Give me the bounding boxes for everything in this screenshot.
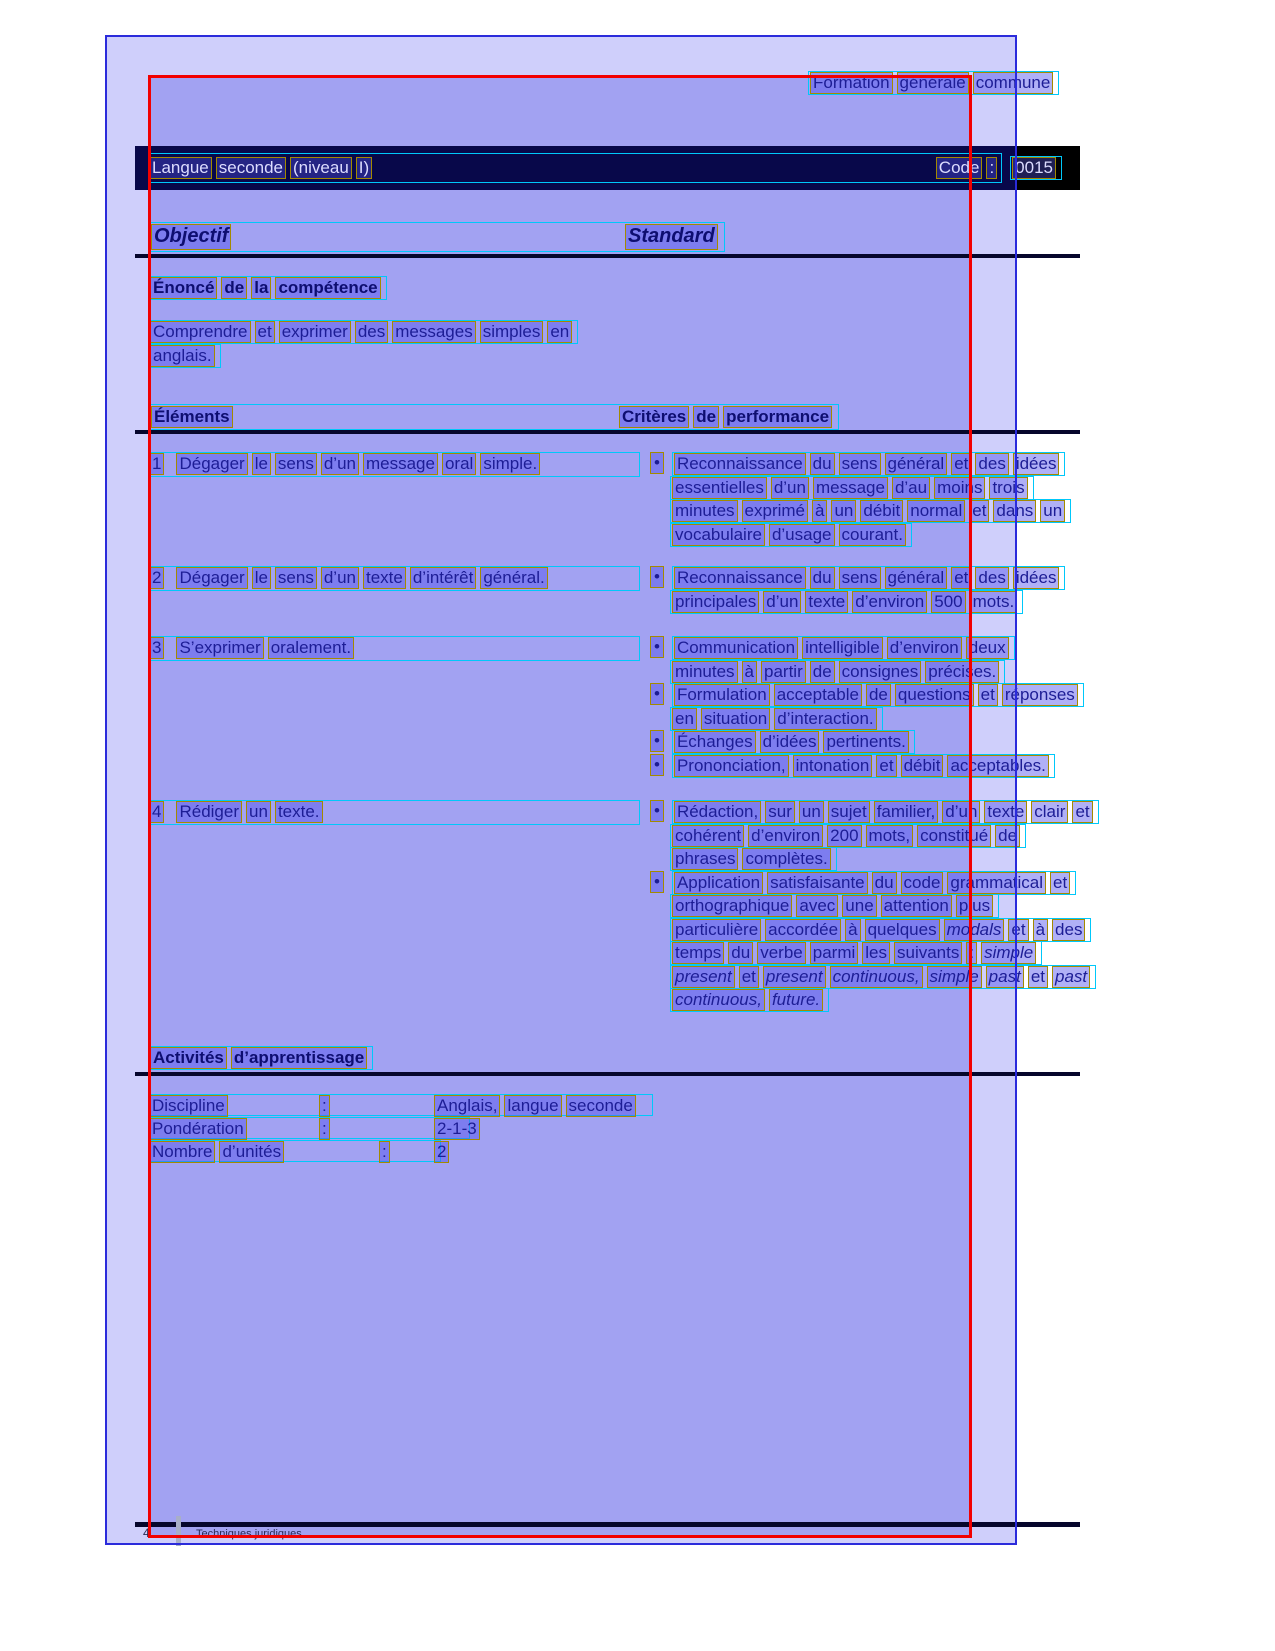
info-colon: : — [319, 1095, 330, 1117]
word-box: Nombre — [149, 1141, 215, 1163]
word-box: langue — [504, 1095, 561, 1117]
word-box: mots. — [970, 591, 1018, 613]
word-box: : — [986, 157, 997, 179]
word-box: de — [810, 661, 835, 683]
word-box: à — [742, 661, 757, 683]
word-box: continuous, — [672, 989, 765, 1011]
word-box: général — [885, 567, 948, 589]
word-box: Pondération — [149, 1118, 247, 1140]
word-box: Échanges — [674, 731, 756, 753]
word-box: Critères — [619, 406, 689, 428]
word-box: la — [251, 277, 271, 299]
word-box: idées — [1013, 567, 1060, 589]
word-box: past — [1052, 966, 1090, 988]
word-box: acceptables. — [947, 755, 1048, 777]
word-box: à — [845, 919, 860, 941]
word-box: et — [978, 684, 998, 706]
word-box: future. — [769, 989, 823, 1011]
word-box: acceptable — [774, 684, 862, 706]
word-box: général. — [480, 567, 547, 589]
word-box: oral — [442, 453, 476, 475]
word-box: sens — [839, 567, 881, 589]
word-box: simples — [480, 321, 544, 343]
word-box: orthographique — [672, 895, 792, 917]
word-box: d’intérêt — [410, 567, 476, 589]
word-box: le — [252, 453, 271, 475]
word-box: à — [1033, 919, 1048, 941]
word-box: 500 — [931, 591, 965, 613]
word-box: familier, — [874, 801, 939, 823]
word-box: et — [951, 453, 971, 475]
word-box: Discipline — [149, 1095, 228, 1117]
word-box: messages — [392, 321, 475, 343]
word-box: performance — [723, 406, 832, 428]
word-box: deux — [966, 637, 1009, 659]
word-box: cohérent — [672, 825, 744, 847]
word-box: avec — [796, 895, 838, 917]
word-box: texte — [805, 591, 848, 613]
word-box: débit — [860, 500, 903, 522]
word-box: Dégager — [176, 567, 247, 589]
word-box: normal — [907, 500, 965, 522]
word-box: modals — [944, 919, 1005, 941]
word-box: des — [355, 321, 388, 343]
word-box: simple — [927, 966, 982, 988]
word-box: Activités — [150, 1047, 227, 1069]
word-box: des — [975, 453, 1008, 475]
word-box: Formulation — [674, 684, 770, 706]
word-box: d’un — [771, 477, 809, 499]
word-box: Énoncé — [150, 277, 217, 299]
word-box: d’un — [321, 567, 359, 589]
word-box: et — [1050, 872, 1070, 894]
word-box: et — [969, 500, 989, 522]
word-box: sens — [275, 453, 317, 475]
word-box: le — [252, 567, 271, 589]
word-box: du — [810, 453, 835, 475]
word-box: sur — [765, 801, 795, 823]
word-box: Communication — [674, 637, 798, 659]
element-number: 2 — [149, 567, 164, 589]
word-box: et — [951, 567, 971, 589]
word-box: du — [872, 872, 897, 894]
word-box: et — [255, 321, 275, 343]
word-box: trois — [989, 477, 1027, 499]
word-box: phrases — [672, 848, 738, 870]
word-box: et — [739, 966, 759, 988]
word-box: verbe — [757, 942, 806, 964]
word-box: anglais. — [150, 345, 215, 367]
word-box: Standard — [625, 224, 718, 250]
word-box: sujet — [828, 801, 870, 823]
word-box: d’usage — [769, 524, 835, 546]
bullet-icon: • — [650, 683, 664, 705]
word-box: de — [995, 825, 1020, 847]
word-box: générale — [897, 72, 969, 94]
word-box: à — [812, 500, 827, 522]
word-box: present — [672, 966, 735, 988]
word-box: intelligible — [802, 637, 883, 659]
word-box: courant. — [839, 524, 906, 546]
word-box: essentielles — [672, 477, 767, 499]
word-box: present — [763, 966, 826, 988]
word-box: de — [693, 406, 719, 428]
word-box: past — [986, 966, 1024, 988]
word-box: d’un — [942, 801, 980, 823]
word-box: oralement. — [268, 637, 354, 659]
word-box: d’un — [763, 591, 801, 613]
word-box: attention — [881, 895, 952, 917]
word-box: questions — [895, 684, 974, 706]
element-number: 3 — [149, 637, 164, 659]
word-box: S’exprimer — [176, 637, 263, 659]
word-box: d’apprentissage — [231, 1047, 367, 1069]
word-box: Rédiger — [176, 801, 242, 823]
word-box: de — [866, 684, 891, 706]
word-box: message — [363, 453, 438, 475]
word-box: Formation — [810, 72, 893, 94]
element-number: 4 — [149, 801, 164, 823]
word-box: d’interaction. — [774, 708, 876, 730]
word-box: minutes — [672, 500, 738, 522]
word-box: texte — [363, 567, 406, 589]
word-box: un — [831, 500, 856, 522]
word-box: Reconnaissance — [674, 453, 806, 475]
word-box: Anglais, — [434, 1095, 500, 1117]
word-box: d’environ — [887, 637, 962, 659]
word-box: Dégager — [176, 453, 247, 475]
word-box: dans — [993, 500, 1036, 522]
bullet-icon: • — [650, 871, 664, 893]
word-box: d’idées — [760, 731, 820, 753]
word-box: sens — [275, 567, 317, 589]
word-box: et — [1008, 919, 1028, 941]
word-box: un — [246, 801, 271, 823]
word-box: un — [799, 801, 824, 823]
word-box: en — [547, 321, 572, 343]
word-box: exprimer — [279, 321, 351, 343]
word-box: minutes — [672, 661, 738, 683]
word-box: intonation — [793, 755, 873, 777]
word-box: texte. — [275, 801, 323, 823]
bullet-icon: • — [650, 730, 664, 752]
word-box: texte — [984, 801, 1027, 823]
word-box: Prononciation, — [674, 755, 789, 777]
word-box: Éléments — [151, 406, 233, 428]
bullet-icon: • — [650, 452, 664, 474]
word-box: 200 — [827, 825, 861, 847]
word-box: temps — [672, 942, 724, 964]
word-box: des — [975, 567, 1008, 589]
word-box: principales — [672, 591, 759, 613]
word-box: et — [1028, 966, 1048, 988]
word-box: situation — [701, 708, 770, 730]
word-box: simple — [981, 942, 1036, 964]
word-box: Comprendre — [150, 321, 251, 343]
word-box: commune — [973, 72, 1054, 94]
footer-program-name: Techniques juridiques — [196, 1528, 302, 1540]
bullet-icon: • — [650, 754, 664, 776]
word-box: compétence — [275, 277, 380, 299]
element-number: 1 — [149, 453, 164, 475]
word-box: en — [672, 708, 697, 730]
word-box: partir — [761, 661, 806, 683]
word-box: seconde — [216, 157, 286, 179]
word-box: débit — [901, 755, 944, 777]
word-box: message — [813, 477, 888, 499]
word-box: Application — [674, 872, 763, 894]
word-box: Reconnaissance — [674, 567, 806, 589]
word-box: réponses — [1002, 684, 1078, 706]
word-box: vocabulaire — [672, 524, 765, 546]
word-box: parmi — [810, 942, 859, 964]
word-box: plus — [956, 895, 993, 917]
word-box: (niveau — [290, 157, 352, 179]
info-colon: : — [319, 1118, 330, 1140]
word-box: pertinents. — [823, 731, 908, 753]
bullet-icon: • — [650, 636, 664, 658]
word-box: d’environ — [748, 825, 823, 847]
word-box: et — [876, 755, 896, 777]
word-box: les — [862, 942, 890, 964]
word-box: général — [885, 453, 948, 475]
word-box: constitué — [917, 825, 991, 847]
word-box: seconde — [566, 1095, 636, 1117]
word-box: d’unités — [219, 1141, 284, 1163]
word-box: d’environ — [852, 591, 927, 613]
word-box: simple. — [480, 453, 540, 475]
word-box: continuous, — [830, 966, 923, 988]
word-box: Langue — [149, 157, 212, 179]
word-box: : — [966, 942, 977, 964]
word-box: accordée — [765, 919, 841, 941]
word-box: sens — [839, 453, 881, 475]
page-number: 4 — [143, 1526, 150, 1540]
word-box: complètes. — [742, 848, 830, 870]
word-box: et — [1072, 801, 1092, 823]
course-code-value — [1010, 156, 1062, 180]
word-box: Rédaction, — [674, 801, 761, 823]
word-box: exprimé — [742, 500, 808, 522]
word-box: I) — [356, 157, 372, 179]
word-box: de — [221, 277, 247, 299]
info-colon: : — [379, 1141, 390, 1163]
word-box: Code — [936, 157, 983, 179]
bullet-icon: • — [650, 800, 664, 822]
word-box: quelques — [865, 919, 940, 941]
word-box: consignes — [839, 661, 922, 683]
annotation-rect-red[interactable] — [148, 75, 972, 1538]
word-box: grammatical — [947, 872, 1046, 894]
bullet-icon: • — [650, 566, 664, 588]
word-box: mots, — [866, 825, 914, 847]
word-box: 2-1-3 — [434, 1118, 480, 1140]
word-box: 0015 — [1012, 157, 1056, 179]
word-box: moins — [934, 477, 985, 499]
word-box: code — [901, 872, 944, 894]
word-box: un — [1040, 500, 1065, 522]
word-box: idées — [1013, 453, 1060, 475]
word-box: précises. — [925, 661, 999, 683]
word-box: 2 — [434, 1141, 449, 1163]
word-box: du — [810, 567, 835, 589]
word-box: particulière — [672, 919, 761, 941]
word-box: d’un — [321, 453, 359, 475]
word-box: Objectif — [151, 224, 231, 250]
word-box: clair — [1031, 801, 1068, 823]
word-box: des — [1052, 919, 1085, 941]
word-box: une — [842, 895, 876, 917]
word-box: du — [728, 942, 753, 964]
word-box: satisfaisante — [767, 872, 868, 894]
word-box: d’au — [892, 477, 930, 499]
word-box: suivants — [894, 942, 962, 964]
